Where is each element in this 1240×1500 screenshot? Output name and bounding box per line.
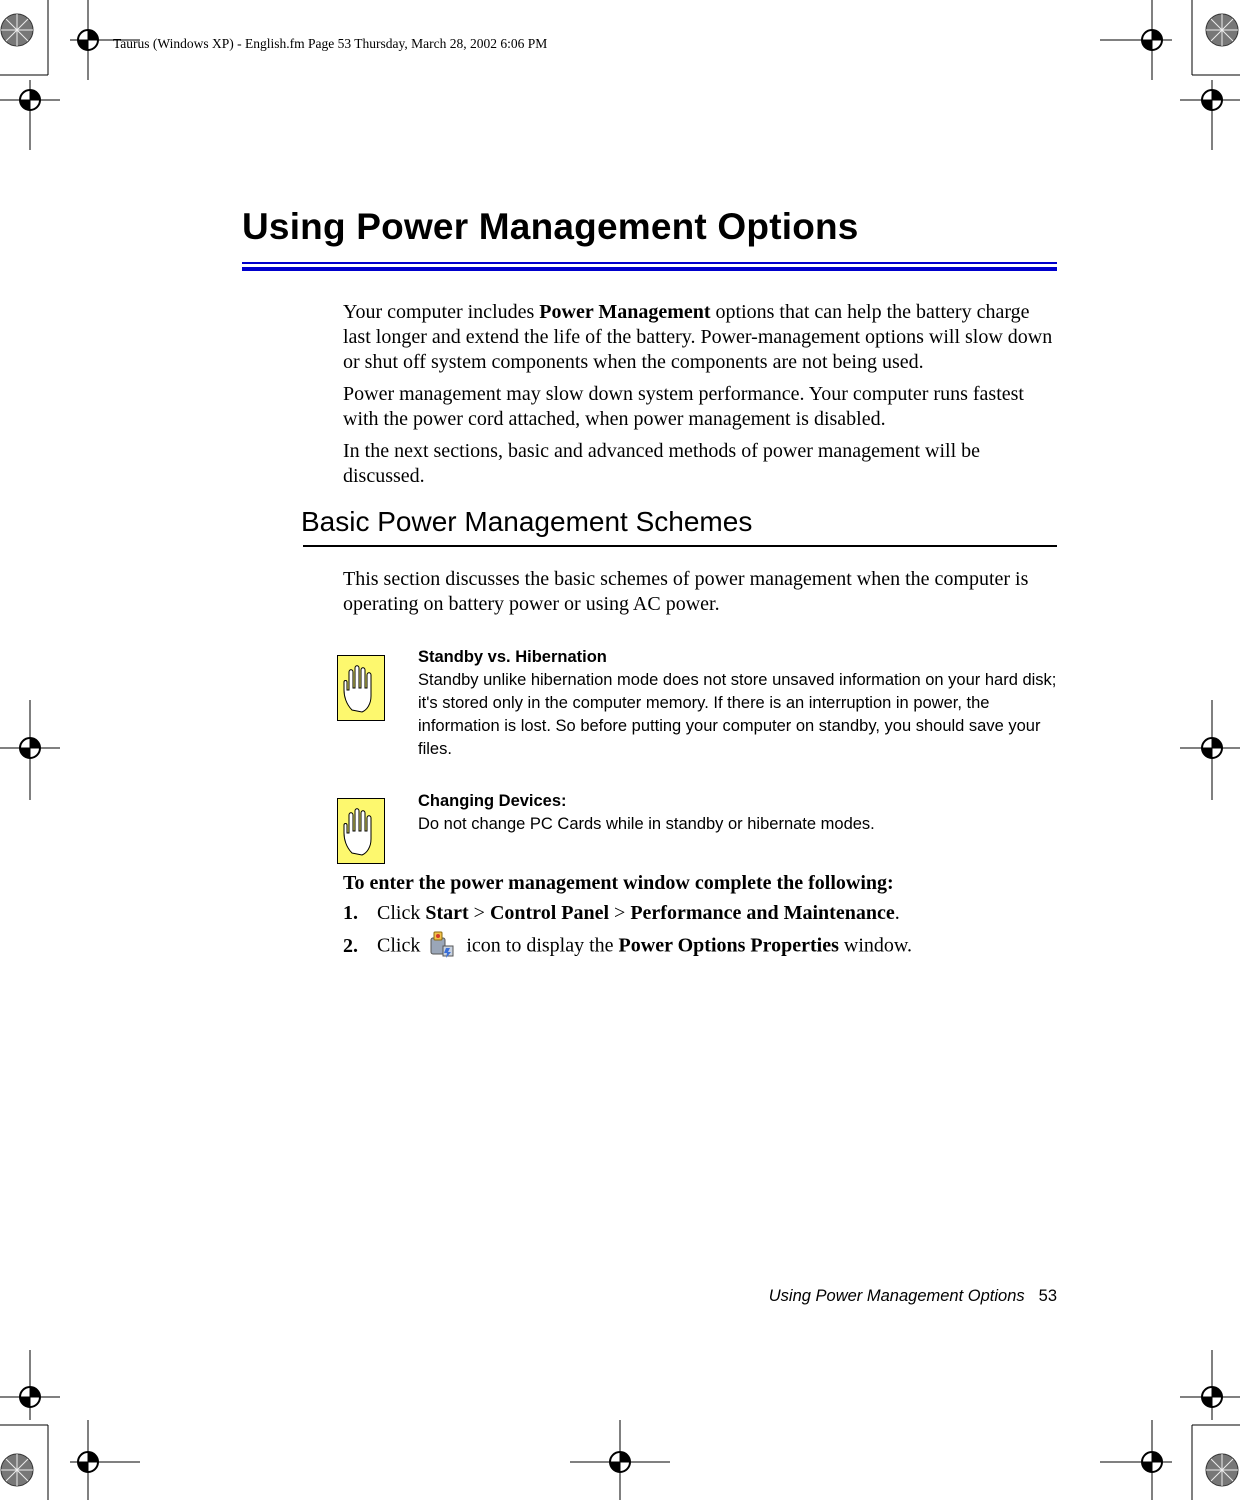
- note-title: Changing Devices:: [418, 792, 567, 810]
- step-number: 2.: [343, 934, 358, 957]
- power-options-properties: Power Options Properties: [618, 934, 839, 957]
- intro-text: [343, 300, 1058, 489]
- step-number: 1.: [343, 902, 358, 924]
- page-number: 53: [1038, 1287, 1057, 1305]
- procedure-title: To enter the power management window complete the following:: [343, 872, 894, 894]
- footer-running-title: Using Power Management Options: [768, 1287, 1025, 1305]
- note-changing-devices: [418, 790, 1058, 836]
- note-title: Standby vs. Hibernation: [418, 648, 607, 666]
- note-body: Do not change PC Cards while in standby or hibernate modes.: [418, 815, 875, 833]
- menu-performance-maintenance: Performance and Maintenance: [630, 902, 895, 924]
- intro-paragraph-3: In the next sections, basic and advanced methods of power management will be discussed.: [343, 440, 981, 487]
- note-standby: [418, 646, 1058, 761]
- section-text: This section discusses the basic schemes of power management when the computer is operating on battery power or using AC power.: [343, 568, 1029, 615]
- menu-control-panel: Control Panel: [489, 902, 610, 924]
- menu-start: Start: [425, 902, 469, 924]
- title-rule-thin: [242, 262, 1057, 264]
- power-options-icon: [427, 928, 459, 960]
- procedure-step-2: 2. Click icon to display the Power Options Properties window.: [343, 934, 912, 960]
- intro-paragraph-1: Your computer includes Power Management options that can help the battery charge last longer and extend the life of the battery. Power-management options will slow down or shut off system components when the components are not being used.: [343, 301, 1053, 373]
- title-rule-thick: [242, 267, 1057, 271]
- header-file-line: Taurus (Windows XP) - English.fm Page 53 Thursday, March 28, 2002 6:06 PM: [113, 36, 548, 51]
- intro-paragraph-2: Power management may slow down system performance. Your computer runs fastest with the power cord attached, when power management is disabled.: [343, 383, 1024, 430]
- procedure-step-1: 1. Click Start > Control Panel > Performance and Maintenance.: [343, 902, 900, 924]
- note-body: Standby unlike hibernation mode does not store unsaved information on your hard disk; it's stored only in the computer memory. If there is an interruption in power, the information is lost. So before putting your computer on standby, you should save your files.: [418, 671, 1057, 758]
- hand-stop-icon: [337, 798, 385, 864]
- section-rule: [303, 545, 1057, 547]
- hand-stop-icon: [337, 655, 385, 721]
- section-heading: Basic Power Management Schemes: [301, 506, 753, 537]
- page-footer: [769, 1287, 1057, 1306]
- page-title: Using Power Management Options: [242, 206, 859, 247]
